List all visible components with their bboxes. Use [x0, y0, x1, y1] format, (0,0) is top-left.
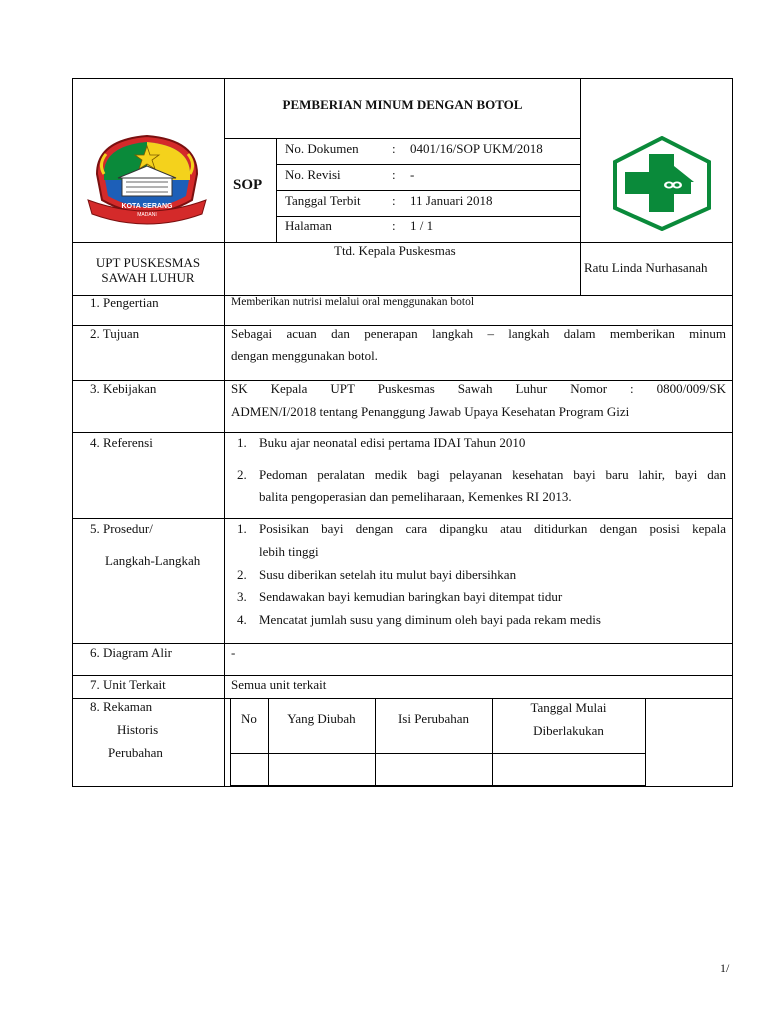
history-header-tanggal-line2: Diberlakukan: [533, 723, 604, 738]
meta-label: No. Revisi: [285, 167, 341, 182]
signature-name: Ratu Linda Nurhasanah: [584, 260, 708, 275]
puskesmas-logo: [611, 136, 713, 231]
meta-sep: :: [392, 141, 396, 156]
list-number: 4.: [237, 612, 247, 627]
meta-value: 1 / 1: [410, 218, 434, 233]
list-number: 2.: [237, 467, 247, 482]
kota-serang-emblem-icon: [86, 130, 208, 225]
puskesmas-cross-icon: [611, 136, 713, 231]
meta-label: Tanggal Terbit: [285, 193, 361, 208]
city-logo: [86, 130, 208, 225]
label-rekaman-line1: 8. Rekaman: [90, 699, 153, 714]
meta-sep: :: [392, 218, 396, 233]
list-number: 2.: [237, 567, 247, 582]
org-name-line2: SAWAH LUHUR: [101, 270, 195, 285]
label-rekaman-line2: Historis: [117, 722, 159, 737]
text-diagram-alir: -: [231, 645, 236, 660]
list-item: Sendawakan bayi kemudian baringkan bayi ditempat tidur: [259, 589, 563, 604]
list-item: Posisikan bayi dengan cara dipangku atau ditidurkan dengan posisi kepala: [259, 521, 726, 536]
label-referensi: 4. Referensi: [90, 435, 153, 450]
meta-value: 11 Januari 2018: [410, 193, 493, 208]
list-item: Pedoman peralatan medik bagi pelayanan kesehatan bayi baru lahir, bayi dan: [259, 467, 726, 482]
label-pengertian: 1. Pengertian: [90, 295, 159, 310]
label-kebijakan: 3. Kebijakan: [90, 381, 157, 396]
list-item: Mencatat jumlah susu yang diminum oleh bayi pada rekam medis: [259, 612, 601, 627]
text-tujuan-line1: Sebagai acuan dan penerapan langkah – langkah dalam memberikan minum: [231, 326, 726, 341]
list-number: 1.: [237, 435, 247, 450]
text-pengertian: Memberikan nutrisi melalui oral menggunakan botol: [231, 296, 475, 308]
list-item: Susu diberikan setelah itu mulut bayi dibersihkan: [259, 567, 517, 582]
list-item-continued: lebih tinggi: [259, 544, 319, 559]
text-tujuan-line2: dengan menggunakan botol.: [231, 348, 378, 363]
label-tujuan: 2. Tujuan: [90, 326, 140, 341]
list-number: 3.: [237, 589, 247, 604]
meta-label: Halaman: [285, 218, 332, 233]
history-header-isi: Isi Perubahan: [397, 711, 470, 726]
list-item: Buku ajar neonatal edisi pertama IDAI Tahun 2010: [259, 435, 526, 450]
org-name-line1: UPT PUSKESMAS: [95, 255, 201, 270]
logo-city-text: KOTA SERANG: [121, 203, 173, 210]
page-number: 1/: [720, 961, 730, 975]
meta-value: 0401/16/SOP UKM/2018: [410, 141, 543, 156]
document-title: PEMBERIAN MINUM DENGAN BOTOL: [282, 97, 523, 112]
history-header-tanggal-line1: Tanggal Mulai: [530, 700, 607, 715]
label-unit-terkait: 7. Unit Terkait: [90, 677, 166, 692]
meta-value: -: [410, 167, 415, 182]
label-prosedur-line2: Langkah-Langkah: [105, 553, 201, 568]
list-number: 1.: [237, 521, 247, 536]
logo-city-subtext: MADANI: [137, 212, 157, 218]
text-kebijakan-line2: ADMEN/I/2018 tentang Penanggung Jawab Upaya Kesehatan Program Gizi: [231, 404, 630, 419]
meta-sep: :: [392, 167, 396, 182]
list-item-continued: balita pengoperasian dan pemeliharaan, Kemenkes RI 2013.: [259, 489, 572, 504]
meta-label: No. Dokumen: [285, 141, 359, 156]
signature-ttd: Ttd. Kepala Puskesmas: [334, 243, 456, 258]
sop-label: SOP: [233, 177, 263, 193]
meta-sep: :: [392, 193, 396, 208]
history-header-yang-diubah: Yang Diubah: [287, 711, 356, 726]
label-prosedur-line1: 5. Prosedur/: [90, 521, 153, 536]
text-unit-terkait: Semua unit terkait: [231, 677, 327, 692]
label-diagram-alir: 6. Diagram Alir: [90, 645, 172, 660]
history-header-no: No: [241, 711, 257, 726]
label-rekaman-line3: Perubahan: [108, 745, 163, 760]
text-kebijakan-line1: SK Kepala UPT Puskesmas Sawah Luhur Nomor : 0800/009/SK: [231, 381, 726, 396]
